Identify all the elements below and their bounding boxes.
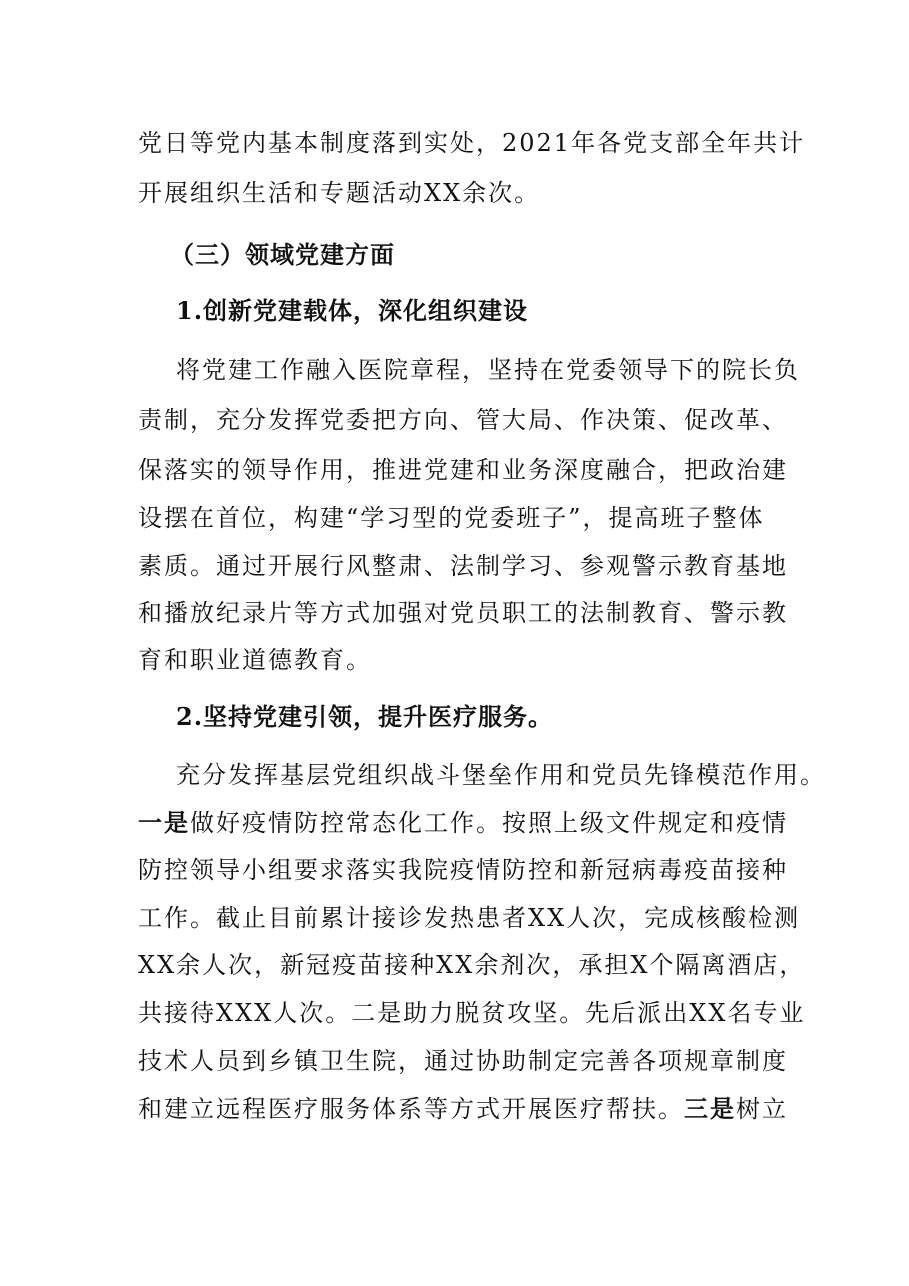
body-line-2: 开展组织生活和专题活动XX余次。 <box>138 179 541 207</box>
section-heading: （三）领域党建方面 <box>170 240 395 269</box>
emphasis-yi-shi: 一是 <box>138 808 190 837</box>
paragraph-2-line-8 <box>138 1094 788 1124</box>
body-line-1: 党日等党内基本制度落到实处，2021年各党支部全年共计 <box>138 129 806 157</box>
paragraph-2-line-3: 防控领导小组要求落实我院疫情防控和新冠病毒疫苗接种 <box>138 856 788 884</box>
paragraph-1-line-3: 保落实的领导作用，推进党建和业务深度融合，把政治建 <box>138 456 788 484</box>
subheading-1: 1.创新党建载体，深化组织建设 <box>176 296 529 325</box>
paragraph-1-line-2: 责制，充分发挥党委把方向、管大局、作决策、促改革、 <box>138 406 788 434</box>
paragraph-2-line-6: 共接待XXX人次。二是助力脱贫攻坚。先后派出XX名专业 <box>138 999 806 1027</box>
paragraph-2-line-2 <box>138 808 788 838</box>
paragraph-1-line-4: 设摆在首位，构建“学习型的党委班子”，提高班子整体 <box>138 504 765 532</box>
emphasis-san-shi: 三是 <box>684 1094 736 1123</box>
subheading-2: 2.坚持党建引领，提升医疗服务。 <box>176 702 554 731</box>
paragraph-1-line-5: 素质。通过开展行风整肃、法制学习、参观警示教育基地 <box>138 552 788 580</box>
paragraph-1-line-1: 将党建工作融入医院章程，坚持在党委领导下的院长负 <box>176 356 800 384</box>
paragraph-2-line-1: 充分发挥基层党组织战斗堡垒作用和党员先锋模范作用。 <box>176 761 826 789</box>
paragraph-1-line-6: 和播放纪录片等方式加强对党员职工的法制教育、警示教 <box>138 599 788 627</box>
paragraph-2-line-5: XX余人次，新冠疫苗接种XX余剂次，承担X个隔离酒店， <box>138 951 806 979</box>
paragraph-2-line-7: 技术人员到乡镇卫生院，通过协助制定完善各项规章制度 <box>138 1047 788 1075</box>
paragraph-1-line-7: 育和职业道德教育。 <box>138 646 372 674</box>
paragraph-2-line-8-text: 和建立远程医疗服务体系等方式开展医疗帮扶。 <box>138 1095 684 1123</box>
paragraph-2-line-4: 工作。截止目前累计接诊发热患者XX人次，完成核酸检测 <box>138 904 801 932</box>
paragraph-2-line-8-tail: 树立 <box>736 1095 788 1123</box>
paragraph-2-line-2-text: 做好疫情防控常态化工作。按照上级文件规定和疫情 <box>190 809 788 837</box>
